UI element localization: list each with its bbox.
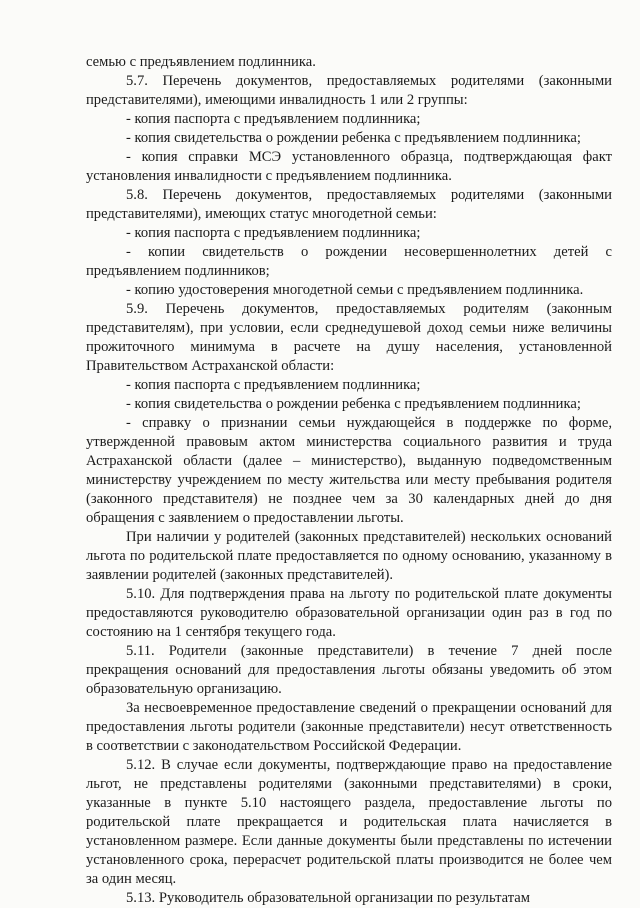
paragraph: 5.8. Перечень документов, предоставляемых родителями (законными представителями), имеющих статус многодетной семьи: (86, 187, 612, 222)
list-item: - копия справки МСЭ установленного образца, подтверждающая факт установления инвалидности с предъявлением подлинника. (86, 149, 612, 184)
list-item: - копия свидетельства о рождении ребенка с предъявлением подлинника; (126, 130, 581, 146)
list-item: - копия паспорта с предъявлением подлинника; (126, 377, 421, 393)
paragraph: 5.9. Перечень документов, предоставляемых родителям (законным представителям), при условии, если среднедушевой доход семьи ниже величины прожиточного минимума в расчете на душу населения, установленной Правительством Астраханской области: (86, 301, 612, 374)
paragraph: 5.12. В случае если документы, подтверждающие право на предоставление льгот, не представлены родителями (законными представителями) в сроки, указанные в пункте 5.10 настоящего раздела, предоставление льготы по родительской плате прекращается и родительская плата начисляется в установленном размере. Если данные документы были представлены по истечении установленного срока, перерасчет родительской платы производится не более чем за один месяц. (86, 757, 612, 887)
paragraph: 5.13. Руководитель образовательной организации по результатам (126, 890, 530, 906)
list-item: - копию удостоверения многодетной семьи с предъявлением подлинника. (126, 282, 584, 298)
paragraph: семью с предъявлением подлинника. (86, 54, 316, 70)
list-item: - копия свидетельства о рождении ребенка с предъявлением подлинника; (126, 396, 581, 412)
paragraph: 5.7. Перечень документов, предоставляемых родителями (законными представителями), имеющими инвалидность 1 или 2 группы: (86, 73, 612, 108)
list-item: - копия паспорта с предъявлением подлинника; (126, 225, 421, 241)
paragraph: 5.10. Для подтверждения права на льготу по родительской плате документы предоставляются руководителю образовательной организации один раз в год по состоянию на 1 сентября текущего года. (86, 586, 612, 640)
paragraph: За несвоевременное предоставление сведений о прекращении оснований для предоставления льготы родители (законные представители) несут ответственность в соответствии с законодательством Российской Федерации. (86, 700, 612, 754)
list-item: - копия паспорта с предъявлением подлинника; (126, 111, 421, 127)
list-item: - копии свидетельств о рождении несовершеннолетних детей с предъявлением подлинников; (86, 244, 612, 279)
list-item: - справку о признании семьи нуждающейся в поддержке по форме, утвержденной правовым актом министерства социального развития и труда Астраханской области (далее – министерство), выданную подведомственным министерству учреждением по месту жительства или месту пребывания родителя (законного представителя) не позднее чем за 30 календарных дней до дня обращения с заявлением о предоставлении льготы. (86, 415, 612, 526)
document-body (86, 53, 612, 908)
paragraph: 5.11. Родители (законные представители) в течение 7 дней после прекращения оснований для предоставления льготы обязаны уведомить об этом образовательную организацию. (86, 643, 612, 697)
paragraph: При наличии у родителей (законных представителей) нескольких оснований льгота по родительской плате предоставляется по одному основанию, указанному в заявлении родителей (законных представителей). (86, 529, 612, 583)
